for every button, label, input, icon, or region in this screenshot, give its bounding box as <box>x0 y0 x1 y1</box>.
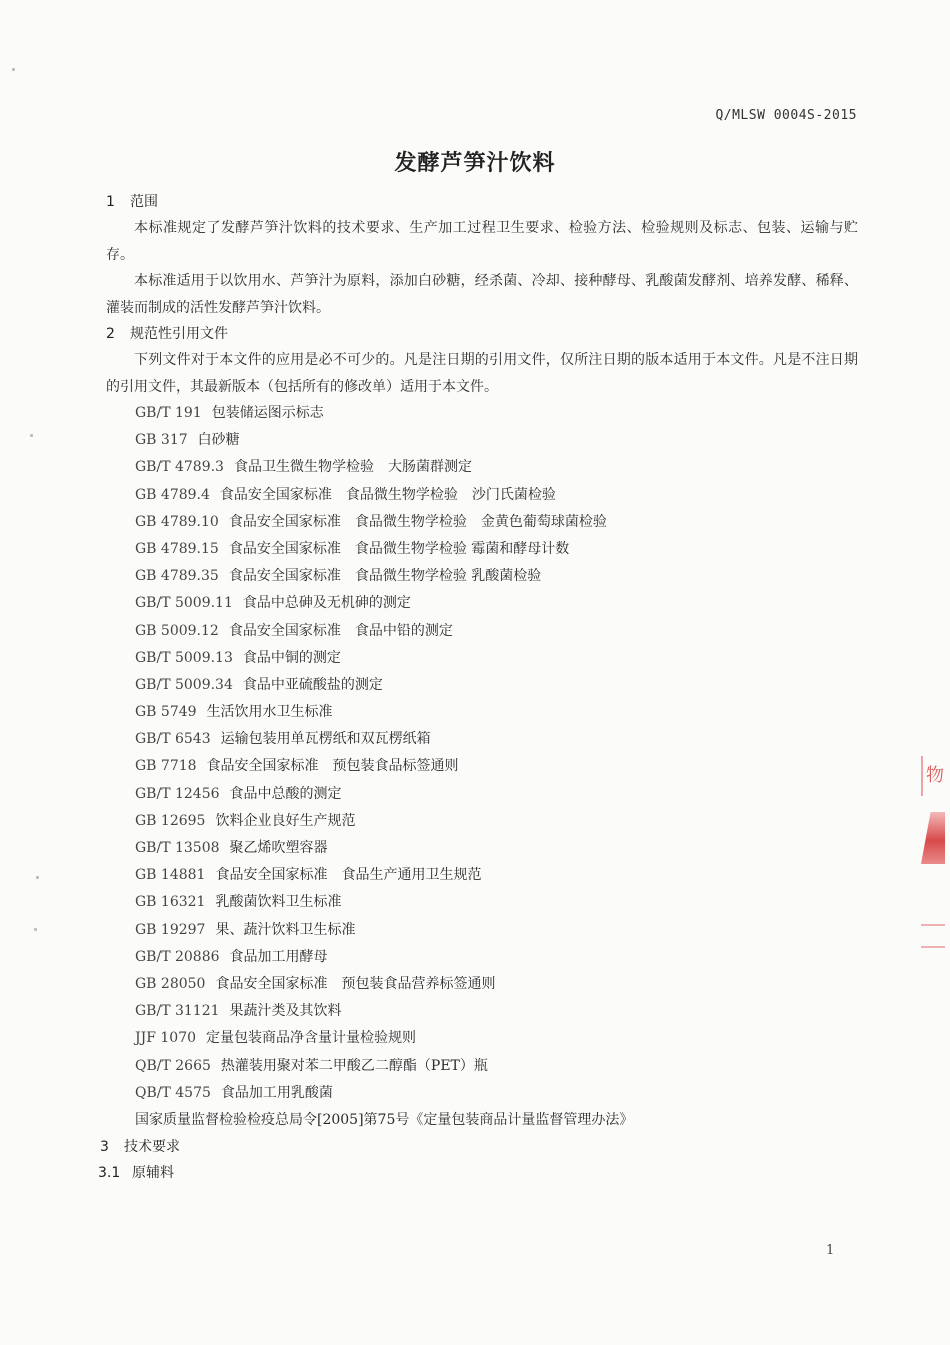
section-2-heading <box>106 321 858 347</box>
reference-code: GB 4789.15 <box>135 540 219 557</box>
reference-item <box>106 590 858 617</box>
reference-code: GB 7718 <box>135 758 197 775</box>
document-body <box>98 189 858 1186</box>
reference-item <box>106 1025 858 1052</box>
reference-title: 食品安全国家标准 预包装食品标签通则 <box>206 758 459 775</box>
scope-paragraph: 本标准适用于以饮用水、芦笋汁为原料，添加白砂糖，经杀菌、冷却、接种酵母、乳酸菌发酵剂、培养发酵、稀释、灌装而制成的活性发酵芦笋汁饮料。 <box>106 273 858 316</box>
reference-item <box>106 618 858 645</box>
section-3-1-heading <box>98 1160 858 1186</box>
reference-item <box>106 509 858 536</box>
reference-code: GB/T 13508 <box>135 840 220 856</box>
reference-title: 聚乙烯吹塑容器 <box>229 840 328 856</box>
reference-title: 白砂糖 <box>197 432 240 449</box>
reference-code: QB/T 4575 <box>135 1084 211 1101</box>
reference-title: 生活饮用水卫生标准 <box>206 704 333 721</box>
reference-item <box>106 781 858 808</box>
reference-item <box>106 1107 858 1134</box>
reference-code: GB 28050 <box>135 975 206 992</box>
section-number: 3.1 <box>98 1165 121 1182</box>
reference-title: 食品安全国家标准 预包装食品营养标签通则 <box>215 975 496 992</box>
section-3-heading <box>100 1134 858 1160</box>
reference-code: GB 12695 <box>135 812 206 829</box>
page-number: 1 <box>826 1243 835 1258</box>
scan-speck <box>36 876 39 879</box>
reference-code: GB/T 5009.11 <box>135 595 233 612</box>
reference-title: 热灌装用聚对苯二甲酸乙二醇酯（PET）瓶 <box>220 1057 488 1074</box>
scan-speck <box>30 434 33 437</box>
reference-title: 饮料企业良好生产规范 <box>215 812 356 829</box>
reference-item <box>106 726 858 753</box>
reference-code: GB 4789.10 <box>135 513 219 530</box>
reference-item <box>106 835 858 862</box>
reference-title: 食品安全国家标准 食品中铅的测定 <box>228 622 453 639</box>
section-title: 范围 <box>130 194 158 210</box>
reference-item <box>106 454 858 481</box>
scope-paragraph: 本标准规定了发酵芦笋汁饮料的技术要求、生产加工过程卫生要求、检验方法、检验规则及标志、包装、运输与贮存。 <box>106 220 858 263</box>
reference-title: 食品安全国家标准 食品微生物学检验 金黄色葡萄球菌检验 <box>228 513 607 530</box>
reference-title: 运输包装用单瓦楞纸和双瓦楞纸箱 <box>220 731 431 748</box>
reference-title: 食品安全国家标准 食品微生物学检验 乳酸菌检验 <box>228 568 542 585</box>
document-title: 发酵芦笋汁饮料 <box>394 151 556 176</box>
reference-item <box>106 672 858 699</box>
reference-item <box>106 862 858 889</box>
section-number: 3 <box>100 1139 109 1156</box>
reference-title: 乳酸菌饮料卫生标准 <box>215 894 342 911</box>
section-number: 1 <box>106 194 115 210</box>
reference-item <box>106 482 858 509</box>
reference-item <box>106 753 858 780</box>
seal-stamp-fragment <box>921 812 945 864</box>
reference-item <box>106 563 858 590</box>
reference-code: QB/T 2665 <box>135 1057 211 1074</box>
reference-title: 食品加工用乳酸菌 <box>220 1084 333 1101</box>
reference-code: GB 4789.35 <box>135 568 219 585</box>
reference-title: 食品中亚硫酸盐的测定 <box>242 676 383 693</box>
reference-title: 食品卫生微生物学检验 大肠菌群测定 <box>233 459 472 476</box>
reference-title: 食品安全国家标准 食品生产通用卫生规范 <box>215 867 482 884</box>
reference-title: 包装储运图示标志 <box>211 405 324 421</box>
reference-title: 食品中总砷及无机砷的测定 <box>242 595 411 612</box>
reference-code: GB 317 <box>135 432 188 449</box>
reference-title: 食品加工用酵母 <box>229 948 328 965</box>
reference-title: 食品中总酸的测定 <box>229 785 342 802</box>
reference-item <box>106 944 858 971</box>
references-intro: 下列文件对于本文件的应用是必不可少的。凡是注日期的引用文件，仅所注日期的版本适用于本文件。凡是不注日期的引用文件，其最新版本（包括所有的修改单）适用于本文件。 <box>106 352 858 395</box>
reference-title: 食品中铜的测定 <box>242 649 341 666</box>
reference-code: GB/T 191 <box>135 405 202 421</box>
reference-item <box>106 536 858 563</box>
reference-item <box>106 889 858 916</box>
reference-title: 食品安全国家标准 食品微生物学检验 霉菌和酵母计数 <box>228 540 570 557</box>
reference-code: GB/T 6543 <box>135 731 211 748</box>
section-number: 2 <box>106 326 115 342</box>
reference-item <box>106 427 858 454</box>
reference-item <box>106 808 858 835</box>
reference-title: 果蔬汁类及其饮料 <box>229 1003 342 1020</box>
reference-code: GB 14881 <box>135 867 206 884</box>
reference-list <box>106 400 858 1134</box>
reference-code: GB 4789.4 <box>135 486 210 503</box>
reference-item <box>106 1053 858 1080</box>
reference-item <box>106 998 858 1025</box>
section-1-heading <box>106 189 858 215</box>
section-title: 原辅料 <box>132 1165 174 1182</box>
reference-title: 食品安全国家标准 食品微生物学检验 沙门氏菌检验 <box>219 486 556 503</box>
reference-title: 国家质量监督检验检疫总局令[2005]第75号《定量包装商品计量监督管理办法》 <box>135 1111 634 1128</box>
reference-code: GB 16321 <box>135 894 206 911</box>
reference-code: GB/T 5009.34 <box>135 676 233 693</box>
reference-item <box>106 645 858 672</box>
reference-title: 定量包装商品净含量计量检验规则 <box>206 1030 417 1047</box>
reference-code: GB/T 5009.13 <box>135 649 233 666</box>
reference-code: JJF 1070 <box>135 1030 197 1047</box>
reference-item <box>106 699 858 726</box>
reference-item <box>106 400 858 427</box>
seal-stamp-fragment: 物 <box>921 756 947 796</box>
reference-code: GB 19297 <box>135 921 206 938</box>
reference-code: GB/T 20886 <box>135 948 220 965</box>
reference-title: 果、蔬汁饮料卫生标准 <box>215 921 356 938</box>
reference-code: GB 5009.12 <box>135 622 219 639</box>
scan-speck <box>12 68 15 71</box>
scan-speck <box>34 928 37 931</box>
reference-code: GB/T 31121 <box>135 1003 220 1020</box>
standard-code: Q/MLSW 0004S-2015 <box>715 108 857 123</box>
seal-stamp-fragment <box>921 924 945 948</box>
reference-item <box>106 971 858 998</box>
section-title: 规范性引用文件 <box>130 326 228 342</box>
section-title: 技术要求 <box>124 1139 180 1156</box>
reference-code: GB/T 4789.3 <box>135 459 224 476</box>
reference-item <box>106 917 858 944</box>
reference-code: GB 5749 <box>135 704 197 721</box>
reference-code: GB/T 12456 <box>135 785 220 802</box>
reference-item <box>106 1080 858 1107</box>
